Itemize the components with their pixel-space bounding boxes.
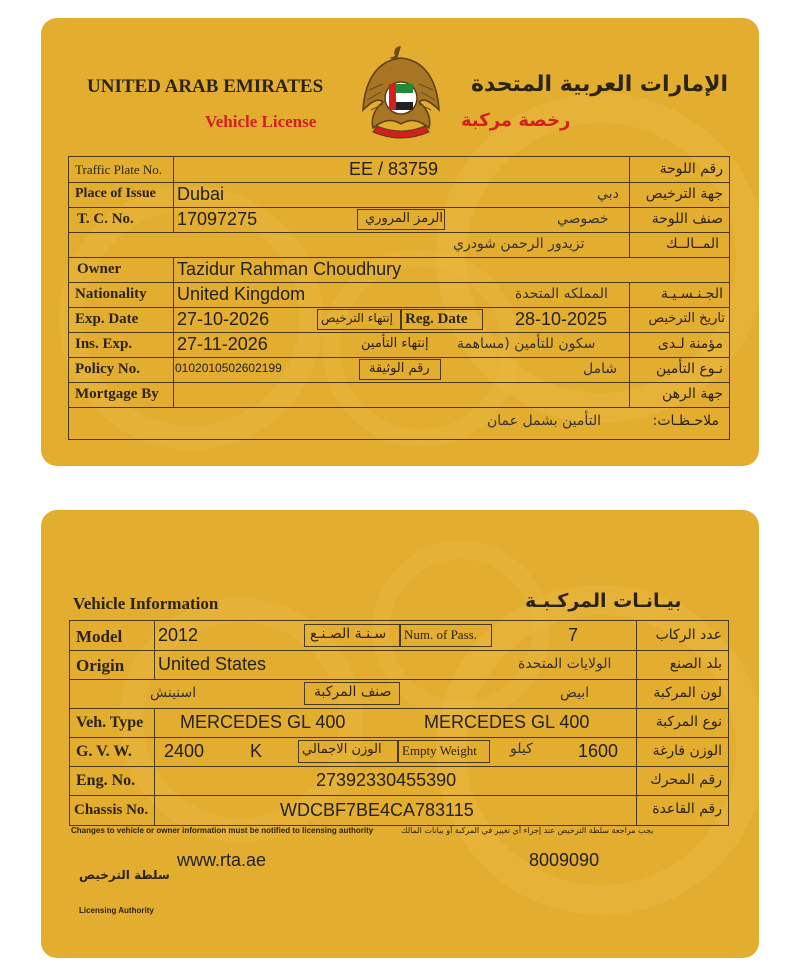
licensing-authority-en: Licensing Authority	[79, 906, 154, 915]
label-eng-no-en: Eng. No.	[76, 772, 136, 789]
label-veh-type-ar: نوع المركبة	[655, 714, 722, 730]
vehicle-info-title-ar: بيـانـات المركـبـة	[525, 590, 682, 612]
empty-weight-value: 1600	[578, 741, 619, 761]
traffic-plate-value: EE / 83759	[349, 159, 439, 179]
row-mortgage	[69, 382, 729, 408]
row-ins-exp	[69, 332, 729, 358]
label-num-pass-en: Num. of Pass.	[404, 627, 477, 642]
vehicle-class-label-ar: صنف المركبة	[314, 684, 392, 700]
uae-falcon-emblem-icon	[359, 40, 443, 144]
color-value-ar: ابيض	[560, 685, 590, 701]
tc-no-value: 17097275	[177, 209, 258, 229]
chassis-value: WDCBF7BE4CA783115	[280, 800, 474, 820]
label-owner-en: Owner	[77, 261, 122, 277]
label-tc-no-en: T. C. No.	[77, 211, 134, 227]
row-nationality	[69, 282, 729, 308]
label-owner-ar: المــالــك	[666, 236, 719, 252]
licensing-authority-ar: سلطة الترخيص	[79, 868, 170, 882]
row-traffic-plate	[69, 157, 729, 183]
label-mortgage-en: Mortgage By	[75, 386, 159, 402]
label-gvw-en: G. V. W.	[76, 743, 132, 760]
empty-weight-unit-ar: كيلو	[510, 741, 533, 757]
eng-no-value: 27392330455390	[316, 770, 457, 790]
row-place-of-issue	[69, 182, 729, 208]
label-chassis-ar: رقم القاعدة	[652, 801, 722, 817]
place-of-issue-value: Dubai	[177, 184, 225, 204]
exp-date-value: 27-10-2026	[177, 309, 270, 329]
label-empty-weight-en: Empty Weight	[402, 743, 477, 758]
ins-exp-value: 27-11-2026	[177, 334, 268, 354]
vehicle-info-title-en: Vehicle Information	[73, 594, 219, 613]
label-insurance-type-ar: نـوع التأمين	[655, 361, 723, 377]
row-chassis	[70, 795, 728, 825]
owner-value-ar: تزيدور الرحمن شودري	[453, 236, 585, 252]
country-name-en: UNITED ARAB EMIRATES	[87, 76, 324, 97]
label-policy-no-en: Policy No.	[75, 361, 140, 377]
nationality-value: United Kingdom	[177, 284, 306, 304]
row-exp-date	[69, 307, 729, 333]
notice-ar: يجب مراجعة سلطة الترخيص عند إجراء أي تغيير في المركبة أو بيانات المالك	[401, 826, 654, 835]
gvw-unit: K	[250, 741, 263, 761]
insurance-type-value-ar: شامل	[583, 361, 618, 377]
row-veh-type	[70, 708, 728, 738]
label-place-of-issue-ar: جهة الترخيص	[645, 186, 723, 202]
row-gvw	[70, 737, 728, 767]
row-owner-ar	[69, 232, 729, 258]
license-details-table	[68, 156, 730, 440]
num-pass-value: 7	[568, 625, 579, 645]
origin-value: United States	[158, 654, 267, 674]
row-origin	[70, 650, 728, 680]
label-empty-weight-ar: الوزن فارغة	[652, 743, 722, 759]
label-model-en: Model	[76, 627, 123, 646]
label-mortgage-ar: جهة الرهن	[662, 386, 723, 402]
label-eng-no-ar: رقم المحرك	[650, 772, 722, 788]
model-value: 2012	[158, 625, 199, 645]
rta-number: 8009090	[529, 850, 600, 870]
row-policy-no	[69, 357, 729, 383]
label-remarks-ar: ملاحـظـات:	[652, 413, 719, 429]
label-reg-date-en: Reg. Date	[405, 311, 468, 327]
vehicle-class-value-ar: اسنينش	[150, 685, 197, 701]
row-tc-no	[69, 207, 729, 233]
label-nationality-ar: الجـنـسـيـة	[660, 286, 723, 302]
label-nationality-en: Nationality	[75, 286, 147, 302]
veh-type-value: MERCEDES GL 400	[180, 712, 346, 732]
veh-type-value-2: MERCEDES GL 400	[424, 712, 590, 732]
row-remarks	[69, 407, 729, 439]
policy-no-value: 0102010502602199	[175, 361, 282, 375]
label-num-pass-ar: عدد الركاب	[655, 627, 722, 643]
row-model	[70, 621, 728, 651]
label-plate-class-ar: صنف اللوحة	[651, 211, 723, 227]
gross-weight-ar: الوزن الاجمالي	[302, 742, 382, 757]
label-veh-type-en: Veh. Type	[76, 714, 144, 731]
label-origin-en: Origin	[76, 656, 125, 675]
owner-value: Tazidur Rahman Choudhury	[177, 259, 402, 279]
label-insured-with-ar: مؤمنة لـدى	[657, 336, 723, 352]
notice-en: Changes to vehicle or owner information must be notified to licensing authority	[71, 826, 374, 835]
label-ins-exp-en: Ins. Exp.	[75, 336, 133, 352]
label-traffic-plate-ar: رقم اللوحة	[659, 161, 723, 177]
gvw-value: 2400	[164, 741, 205, 761]
vehicle-info-table	[69, 620, 729, 826]
place-of-issue-value-ar: دبي	[597, 186, 619, 202]
label-exp-date-en: Exp. Date	[75, 311, 139, 327]
country-name-ar: الإمارات العربية المتحدة	[471, 72, 729, 97]
label-place-of-issue-en: Place of Issue	[75, 186, 156, 201]
vehicle-license-title-ar: رخصة مركبة	[461, 110, 571, 131]
tc-traffic-code-ar: الرمز المروري	[365, 211, 444, 226]
reg-date-value: 28-10-2025	[515, 309, 608, 329]
row-color	[70, 679, 728, 709]
label-chassis-en: Chassis No.	[74, 802, 149, 818]
vehicle-license-front	[41, 18, 759, 466]
year-of-manufacture-ar: سـنـة الصـنـع	[310, 626, 387, 642]
label-license-date-ar: تاريخ الترخيص	[648, 311, 725, 326]
row-owner	[69, 257, 729, 283]
license-expiry-ar: إنتهاء الترخيص	[321, 311, 393, 325]
insurance-expiry-ar: إنتهاء التأمين	[361, 336, 429, 351]
label-traffic-plate-en: Traffic Plate No.	[75, 162, 163, 177]
policy-number-ar: رقم الوثيقة	[369, 361, 430, 376]
insurer-value-ar: سكون للتأمين (مساهمة	[457, 336, 596, 352]
row-eng-no	[70, 766, 728, 796]
label-color-ar: لون المركبة	[653, 685, 722, 701]
label-origin-ar: بلد الصنع	[669, 656, 722, 672]
plate-class-value-ar: خصوصي	[557, 211, 609, 227]
vehicle-license-back	[41, 510, 759, 958]
origin-value-ar: الولايات المتحدة	[518, 656, 612, 672]
nationality-value-ar: المملكه المتحدة	[515, 286, 608, 302]
website: www.rta.ae	[177, 850, 267, 870]
vehicle-license-title-en: Vehicle License	[205, 112, 317, 131]
remarks-value-ar: التأمين بشمل عمان	[487, 413, 602, 429]
